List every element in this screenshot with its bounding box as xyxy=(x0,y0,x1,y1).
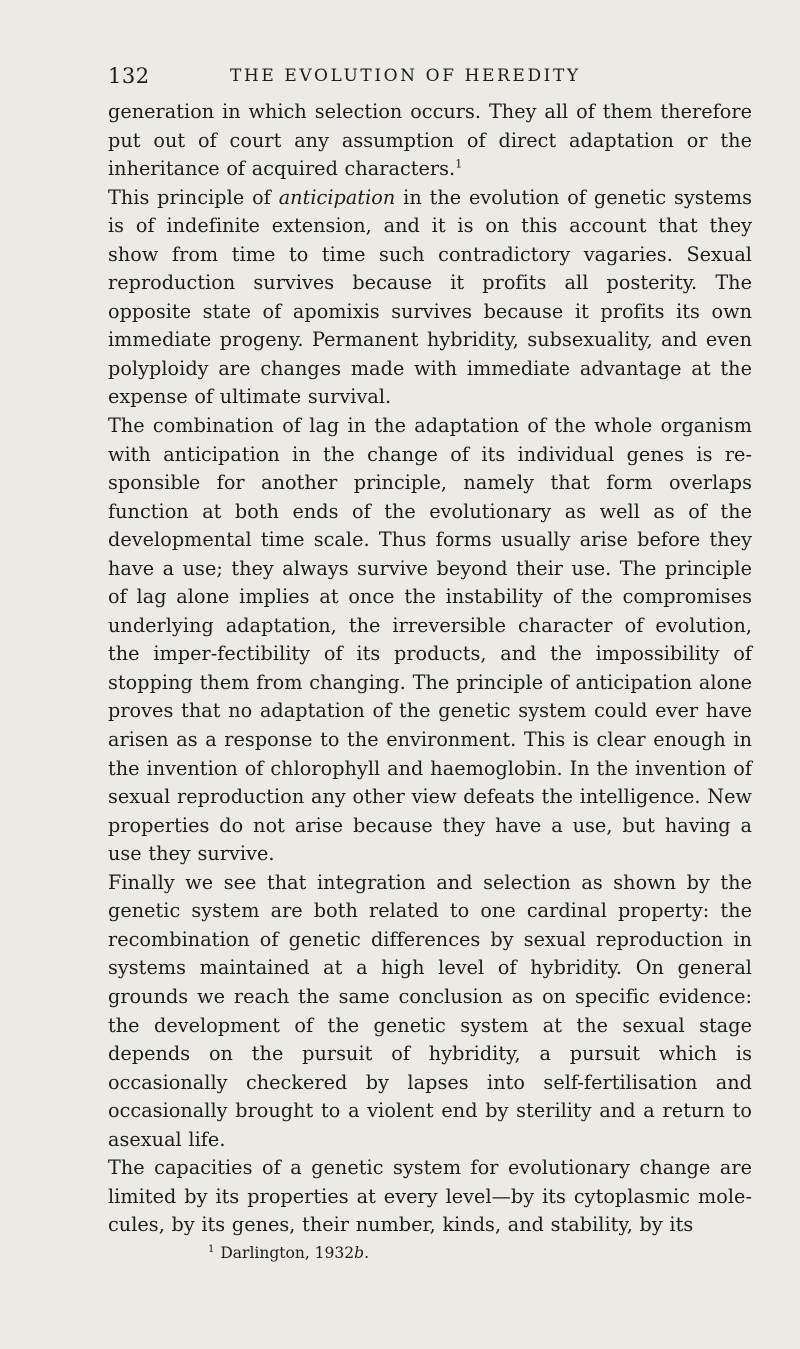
paragraph-2 xyxy=(108,184,752,412)
book-page xyxy=(108,64,752,1264)
footnote-mark: 1 xyxy=(208,1243,215,1255)
paragraph-5: The capacities of a genetic system for evolutionary change are limited by its properties at every level—by its cytoplasmic mole-cules, by its genes, their number, kinds, and stability, by its xyxy=(108,1156,752,1237)
footnote-suffix: b xyxy=(354,1243,365,1262)
paragraph-4: Finally we see that integration and selection as shown by the genetic system are both related to one cardinal property: the recombination of genetic differences by sexual reproduction in systems maintained at a high level of hybridity. On general grounds we reach the same conclusion as on specific evidence: the development of the genetic system at the sexual stage depends on the pursuit of hybridity, a pursuit which is occasionally checkered by lapses into self-fertilisation and occasionally brought to a violent end by sterility and a return to asexual life. xyxy=(108,870,752,1151)
italic-term: anticipation xyxy=(278,185,396,209)
footnote-end: . xyxy=(364,1243,369,1262)
footnote xyxy=(108,1242,752,1264)
page-number: 132 xyxy=(108,64,150,88)
paragraph-1-text: generation in which selection occurs. They all of them therefore put out of court any assumption of direct adaptation or the inheritance of acquired characters. xyxy=(108,100,752,181)
footnote-text: Darlington, 1932 xyxy=(220,1243,355,1262)
footnote-reference: 1 xyxy=(455,157,463,171)
body-text xyxy=(108,98,752,1240)
paragraph-2-text-end: in the evolution of genetic systems is of indefinite extension, and it is on this account that they show from time to time such contradictory vagaries. Sexual reproduction survives because it profits all posterity. The opposite state of apomixis survives because it profits its own immediate progeny. Permanent hybridity, subsexuality, and even polyploidy are changes made with immediate advantage at the expense of ultimate survival. xyxy=(108,185,752,409)
page-header xyxy=(108,64,752,98)
paragraph-1 xyxy=(108,98,752,184)
running-head: THE EVOLUTION OF HEREDITY xyxy=(230,66,581,86)
paragraph-2-text-start: This principle of xyxy=(108,185,279,209)
paragraph-3: The combination of lag in the adaptation of the whole organism with anticipation in the change of its individual genes is re-sponsible for another principle, namely that form overlaps function at both ends of the evolutionary as well as of the developmental time scale. Thus forms usually arise before they have a use; they always survive beyond their use. The principle of lag alone implies at once the instability of the compromises underlying adaptation, the irreversible character of evolution, the imper-fectibility of its products, and the impossibility of stopping them from changing. The principle of anticipation alone proves that no adaptation of the genetic system could ever have arisen as a response to the environment. This is clear enough in the invention of chlorophyll and haemoglobin. In the invention of sexual reproduction any other view defeats the intelligence. New properties do not arise because they have a use, but having a use they survive. xyxy=(108,414,752,866)
